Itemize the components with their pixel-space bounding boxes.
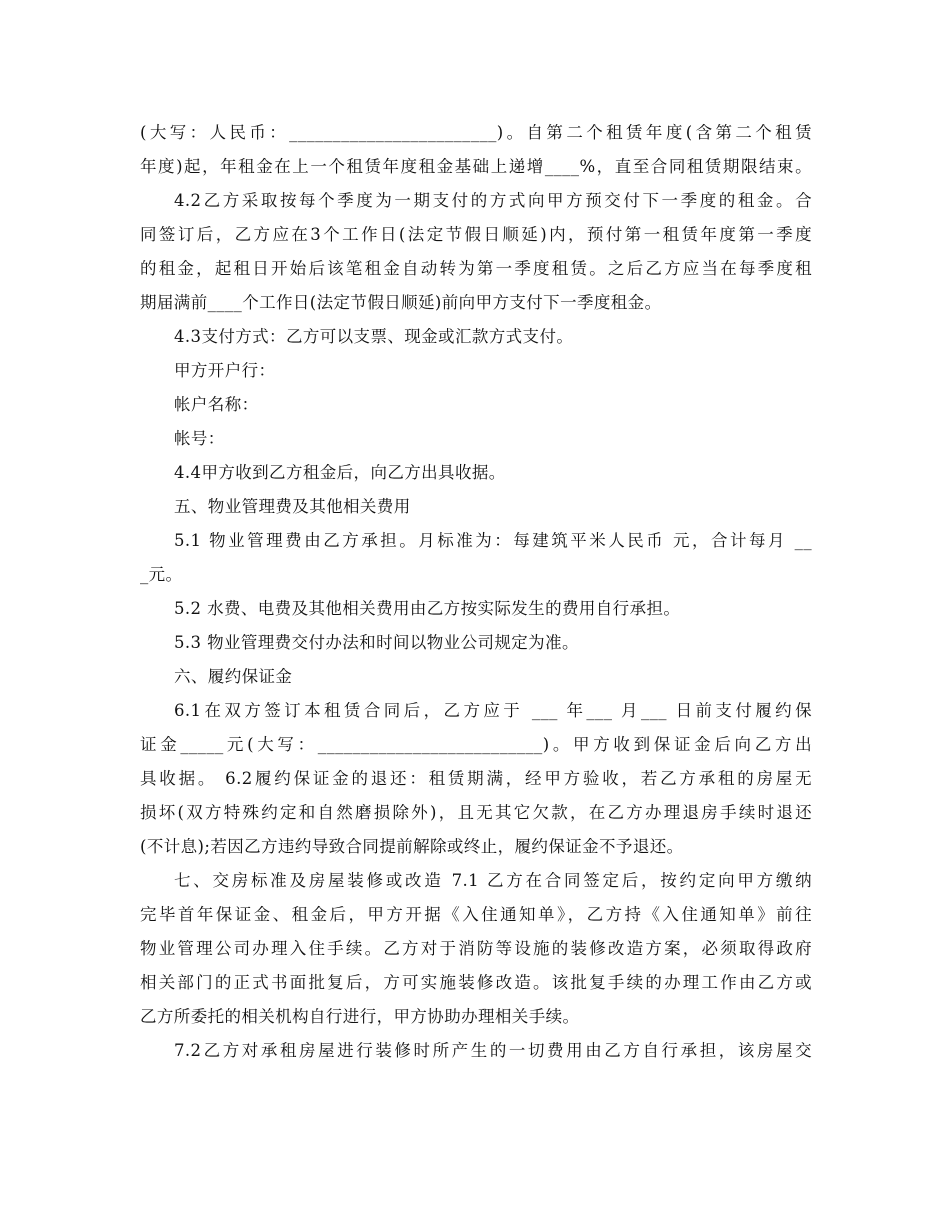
text-line: 4.3支付方式：乙方可以支票、现金或汇款方式支付。 [174, 327, 574, 346]
text-line: 帐号： [174, 429, 225, 448]
text-line: 4.4甲方收到乙方租金后，向乙方出具收据。 [174, 463, 506, 482]
text-line: _元。 [140, 565, 183, 584]
section-heading: 七、交房标准及房屋装修或改造 7.1 乙方在合同签定后，按约定向甲方缴纳 [174, 871, 812, 890]
document-body [140, 116, 812, 1068]
text-line: 年度)起，年租金在上一个租赁年度租金基础上递增____%，直至合同租赁期限结束。 [140, 157, 812, 176]
text-line: 相关部门的正式书面批复后，方可实施装修改造。该批复手续的办理工作由乙方或 [140, 973, 812, 992]
text-line: 具收据。 6.2履约保证金的退还：租赁期满，经甲方验收，若乙方承租的房屋无 [140, 769, 812, 788]
text-line: 4.2乙方采取按每个季度为一期支付的方式向甲方预交付下一季度的租金。合 [174, 191, 812, 210]
text-line: 期届满前____个工作日(法定节假日顺延)前向甲方支付下一季度租金。 [140, 293, 662, 312]
text-line: 损坏(双方特殊约定和自然磨损除外)，且无其它欠款，在乙方办理退房手续时退还 [140, 803, 812, 822]
text-line: (不计息);若因乙方违约导致合同提前解除或终止，履约保证金不予退还。 [140, 837, 684, 856]
text-line: 帐户名称： [174, 395, 259, 414]
text-line: 7.2乙方对承租房屋进行装修时所产生的一切费用由乙方自行承担，该房屋交 [174, 1041, 812, 1060]
text-line: 的租金，起租日开始后该笔租金自动转为第一季度租赁。之后乙方应当在每季度租 [140, 259, 812, 278]
text-line: 5.1 物业管理费由乙方承担。月标准为：每建筑平米人民币 元，合计每月 __ [174, 531, 812, 550]
text-line: 5.2 水费、电费及其他相关费用由乙方按实际发生的费用自行承担。 [174, 599, 681, 618]
text-line: 乙方所委托的相关机构自行进行，甲方协助办理相关手续。 [140, 1007, 580, 1026]
text-line: 完毕首年保证金、租金后，甲方开据《入住通知单》，乙方持《入住通知单》前往 [140, 905, 812, 924]
text-line: 5.3 物业管理费交付办法和时间以物业公司规定为准。 [174, 633, 579, 652]
section-heading: 六、履约保证金 [174, 667, 293, 686]
text-line: 6.1在双方签订本租赁合同后，乙方应于 ___ 年___ 月___ 日前支付履约保 [174, 701, 812, 720]
text-line: 物业管理公司办理入住手续。乙方对于消防等设施的装修改造方案，必须取得政府 [140, 939, 812, 958]
text-line: (大写：人民币：________________________)。自第二个租赁年度(含第二个租赁 [140, 123, 812, 142]
text-line: 甲方开户行： [174, 361, 276, 380]
text-line: 同签订后，乙方应在3个工作日(法定节假日顺延)内，预付第一租赁年度第一季度 [140, 225, 812, 244]
section-heading: 五、物业管理费及其他相关费用 [174, 497, 411, 516]
text-line: 证金_____元(大写：__________________________)。甲方收到保证金后向乙方出 [140, 735, 812, 754]
